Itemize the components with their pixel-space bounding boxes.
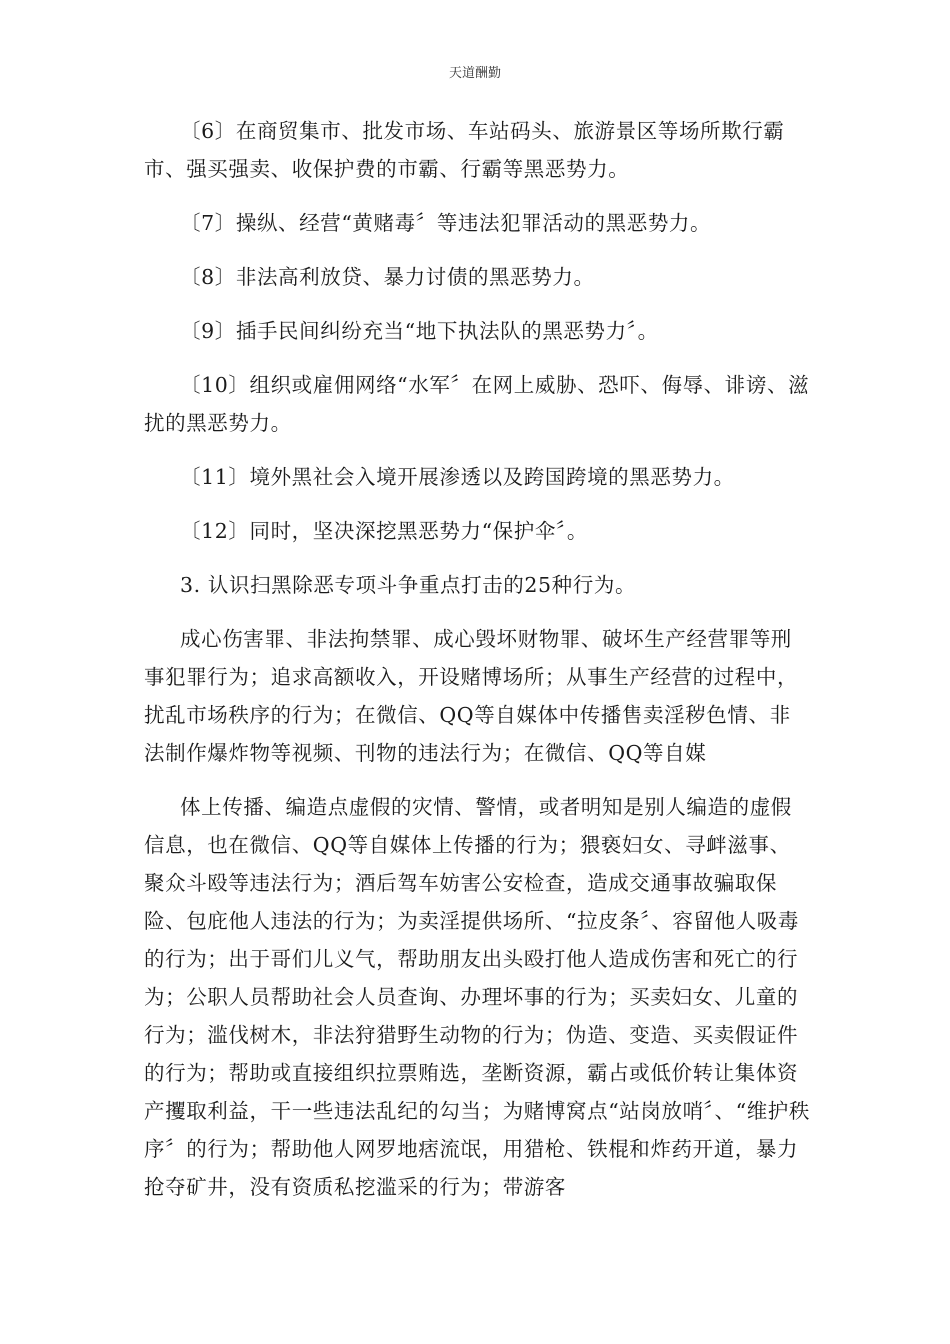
paragraph-item-9: 〔9〕插手民间纠纷充当“地下执法队的黑恶势力〞。: [180, 319, 659, 343]
document-body: [144, 112, 810, 1206]
paragraph-behaviors-part-1: 成心伤害罪、非法拘禁罪、成心毁坏财物罪、破坏生产经营罪等刑事犯罪行为；追求高额收入，开设赌博场所；从事生产经营的过程中，扰乱市场秩序的行为；在微信、QQ等自媒体中传播售卖淫秽色情、非法制作爆炸物等视频、刊物的违法行为；在微信、QQ等自媒: [144, 627, 799, 765]
paragraph-item-8: 〔8〕非法高利放贷、暴力讨债的黑恶势力。: [180, 265, 595, 289]
page-header: 天道酬勤: [448, 66, 501, 81]
paragraph-behaviors-part-2: 体上传播、编造点虚假的灾情、警情，或者明知是别人编造的虚假信息，也在微信、QQ等自媒体上传播的行为；猥亵妇女、寻衅滋事、聚众斗殴等违法行为；酒后驾车妨害公安检查，造成交通事故骗取保险、包庇他人违法的行为；为卖淫提供场所、“拉皮条〞、容留他人吸毒的行为；出于哥们儿义气，帮助朋友出头殴打他人造成伤害和死亡的行为；公职人员帮助社会人员查询、办理坏事的行为；买卖妇女、儿童的行为；滥伐树木，非法狩猎野生动物的行为；伪造、变造、买卖假证件的行为；帮助或直接组织拉票贿选，垄断资源，霸占或低价转让集体资产攫取利益，干一些违法乱纪的勾当；为赌博窝点“站岗放哨〞、“维护秩序〞的行为；帮助他人网罗地痞流氓，用猎枪、铁棍和炸药开道，暴力抢夺矿井，没有资质私挖滥采的行为；带游客: [144, 795, 811, 1199]
paragraph-item-11: 〔11〕境外黑社会入境开展渗透以及跨国跨境的黑恶势力。: [180, 465, 735, 489]
section-heading: 3. 认识扫黑除恶专项斗争重点打击的25种行为。: [180, 573, 637, 597]
paragraph-item-6: 〔6〕在商贸集市、批发市场、车站码头、旅游景区等场所欺行霸市、强买强卖、收保护费的市霸、行霸等黑恶势力。: [144, 119, 785, 181]
paragraph-item-10: 〔10〕组织或雇佣网络“水军〞在网上威胁、恐吓、侮辱、诽谤、滋扰的黑恶势力。: [144, 373, 810, 435]
paragraph-item-7: 〔7〕操纵、经营“黄赌毒〞等违法犯罪活动的黑恶势力。: [180, 211, 712, 235]
paragraph-item-12: 〔12〕同时，坚决深挖黑恶势力“保护伞〞。: [180, 519, 588, 543]
